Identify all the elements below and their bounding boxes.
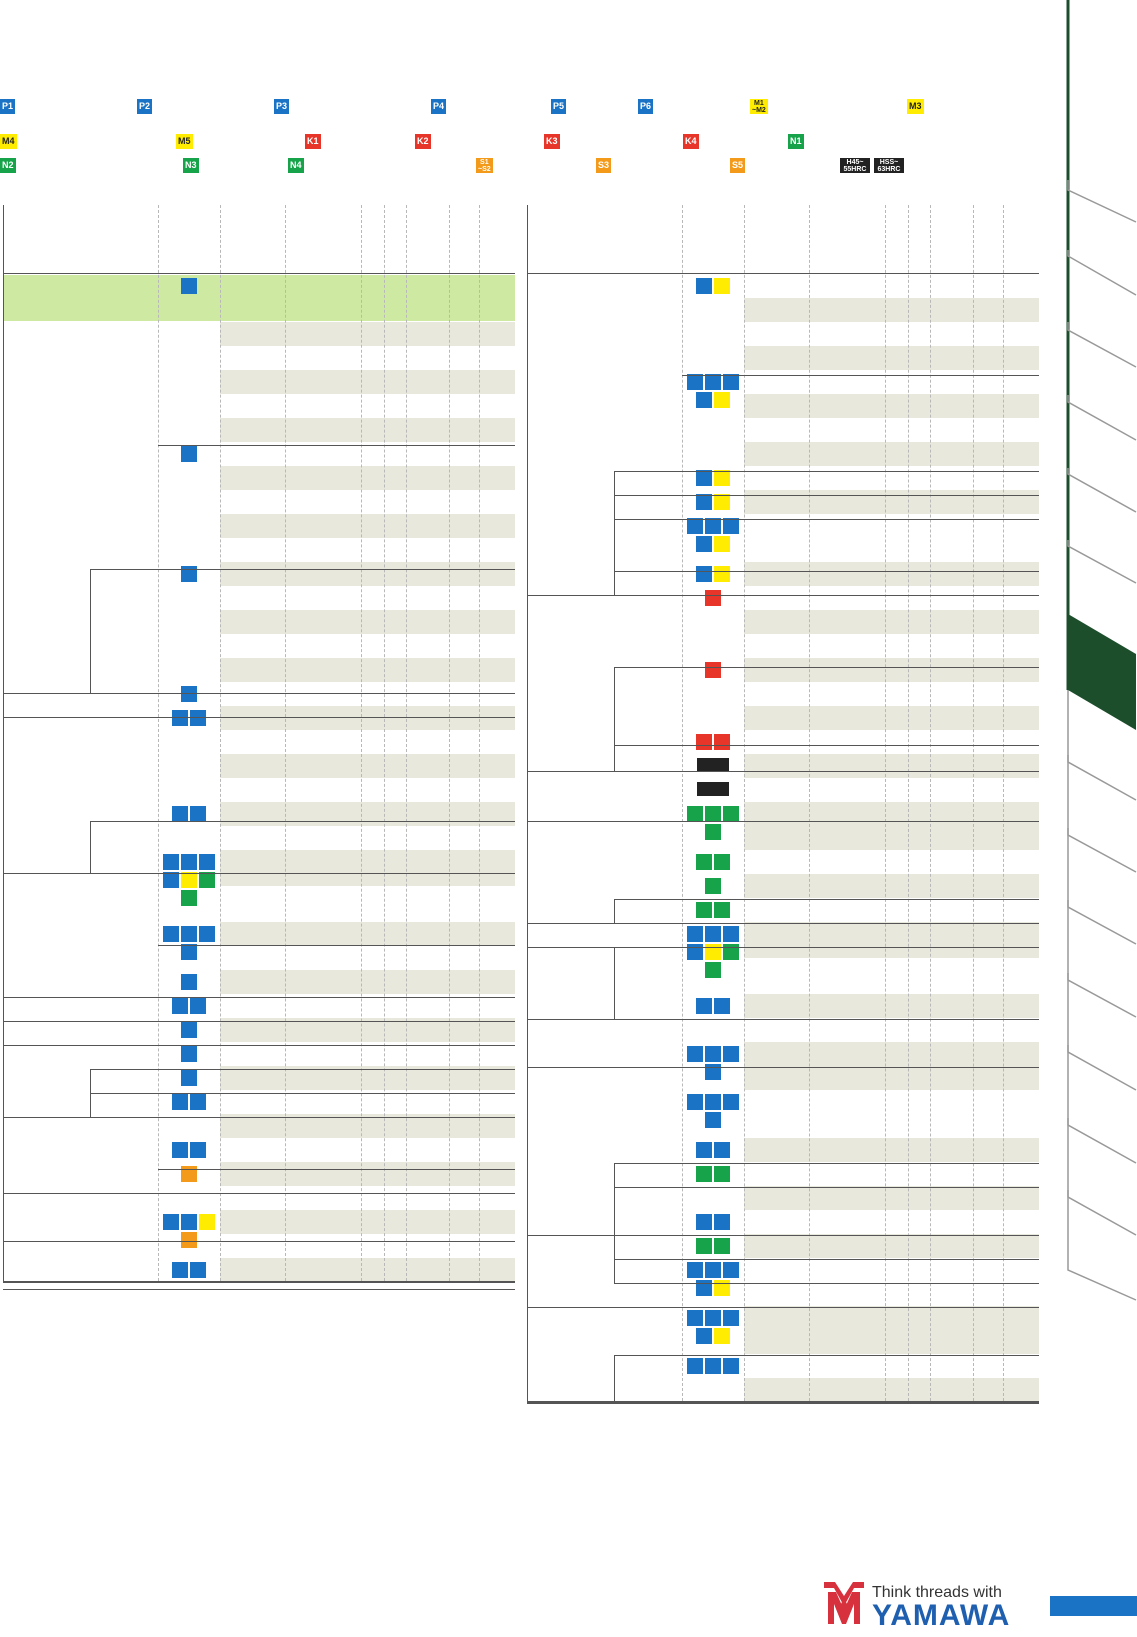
- material-mark-blue: [696, 278, 712, 294]
- subgroup-border: [614, 899, 615, 923]
- group-separator: [3, 693, 515, 694]
- logo-tagline: Think threads with: [872, 1584, 1002, 1601]
- material-mark-blue: [172, 710, 188, 726]
- legend-chip-p5: P5: [551, 99, 566, 114]
- material-mark-blue: [181, 1046, 197, 1062]
- group-separator: [158, 945, 515, 946]
- material-mark-blue: [687, 1310, 703, 1326]
- material-mark-green: [714, 854, 730, 870]
- material-mark-blue: [687, 518, 703, 534]
- group-separator: [90, 1069, 515, 1070]
- group-separator: [3, 997, 515, 998]
- material-mark-blue: [172, 806, 188, 822]
- group-separator: [614, 571, 1039, 572]
- group-separator: [527, 1403, 1039, 1404]
- group-separator: [614, 519, 1039, 520]
- column-divider: [406, 205, 407, 1281]
- group-separator: [614, 1187, 1039, 1188]
- table-left-border: [3, 205, 4, 1281]
- table-row: [220, 369, 515, 394]
- material-mark-red: [705, 662, 721, 678]
- material-mark-orange: [181, 1232, 197, 1248]
- material-mark-yellow: [714, 566, 730, 582]
- table-row: [744, 657, 1039, 682]
- material-mark-blue: [696, 392, 712, 408]
- category-header-band: [4, 275, 515, 321]
- column-divider: [361, 205, 362, 1281]
- logo-brand: YAMAWA: [872, 1599, 1011, 1632]
- legend-chip-m4: M4: [0, 134, 17, 149]
- subgroup-border: [614, 667, 615, 771]
- table-row: [220, 513, 515, 538]
- legend-chip-p2: P2: [137, 99, 152, 114]
- page-number-bar: [1050, 1596, 1137, 1616]
- material-mark-blue: [181, 278, 197, 294]
- material-mark-yellow: [714, 1328, 730, 1344]
- legend-chip-k4: K4: [683, 134, 699, 149]
- table-row: [744, 609, 1039, 634]
- material-mark-blue: [714, 998, 730, 1014]
- group-separator: [158, 1169, 515, 1170]
- material-mark-blue: [723, 1046, 739, 1062]
- material-mark-hardened: [697, 782, 729, 796]
- legend-chip-s3: S3: [596, 158, 611, 173]
- legend-chip-p4: P4: [431, 99, 446, 114]
- material-mark-blue: [190, 1262, 206, 1278]
- material-mark-red: [696, 734, 712, 750]
- legend-chip-m5: M5: [176, 134, 193, 149]
- material-mark-blue: [172, 998, 188, 1014]
- column-divider: [1003, 205, 1004, 1401]
- table-row: [220, 1209, 515, 1234]
- material-mark-green: [687, 806, 703, 822]
- yamawa-logo: [822, 1580, 867, 1626]
- material-mark-blue: [696, 1328, 712, 1344]
- material-mark-yellow: [714, 278, 730, 294]
- material-mark-green: [705, 806, 721, 822]
- material-mark-blue: [723, 518, 739, 534]
- group-separator: [527, 1067, 1039, 1068]
- material-mark-yellow: [181, 872, 197, 888]
- table-row: [220, 1257, 515, 1282]
- material-mark-blue: [705, 1094, 721, 1110]
- table-row: [220, 657, 515, 682]
- material-mark-blue: [696, 536, 712, 552]
- table-row: [220, 969, 515, 994]
- material-mark-green: [714, 902, 730, 918]
- material-mark-blue: [687, 374, 703, 390]
- material-mark-blue: [190, 710, 206, 726]
- column-divider: [220, 205, 221, 1281]
- material-mark-green: [696, 854, 712, 870]
- group-separator: [527, 821, 1039, 822]
- material-mark-blue: [723, 1310, 739, 1326]
- material-mark-blue: [181, 446, 197, 462]
- table-left-border: [527, 205, 528, 1401]
- table-row: [744, 1233, 1039, 1258]
- material-mark-blue: [705, 1310, 721, 1326]
- material-mark-blue: [687, 1262, 703, 1278]
- legend-chip-m1m2: M1 ~M2: [752, 99, 766, 114]
- table-row: [220, 1161, 515, 1186]
- material-mark-yellow: [714, 494, 730, 510]
- group-separator: [158, 445, 515, 446]
- active-tab: [1068, 614, 1136, 730]
- material-mark-green: [181, 890, 197, 906]
- subgroup-border: [90, 569, 91, 693]
- material-mark-green: [199, 872, 215, 888]
- material-mark-blue: [163, 926, 179, 942]
- material-mark-green: [696, 1166, 712, 1182]
- material-mark-blue: [705, 518, 721, 534]
- table-row: [744, 873, 1039, 898]
- material-mark-blue: [714, 1142, 730, 1158]
- column-divider: [285, 205, 286, 1281]
- subgroup-border: [614, 947, 615, 1019]
- material-mark-blue: [714, 1214, 730, 1230]
- group-separator: [90, 821, 515, 822]
- group-separator: [527, 1235, 1039, 1236]
- material-mark-green: [705, 824, 721, 840]
- legend-chip-n2: N2: [0, 158, 16, 173]
- material-mark-blue: [723, 1094, 739, 1110]
- material-mark-blue: [190, 1094, 206, 1110]
- material-mark-blue: [723, 1358, 739, 1374]
- material-mark-blue: [181, 1214, 197, 1230]
- column-divider: [384, 205, 385, 1281]
- material-mark-blue: [181, 944, 197, 960]
- table-row: [744, 1305, 1039, 1354]
- material-mark-blue: [181, 1070, 197, 1086]
- table-row: [220, 849, 515, 886]
- group-separator: [3, 717, 515, 718]
- group-separator: [614, 471, 1039, 472]
- material-mark-blue: [181, 1022, 197, 1038]
- table-row: [744, 753, 1039, 778]
- legend-chip-m3: M3: [907, 99, 924, 114]
- group-separator: [614, 899, 1039, 900]
- material-mark-blue: [696, 470, 712, 486]
- material-mark-green: [705, 962, 721, 978]
- material-mark-yellow: [714, 392, 730, 408]
- material-mark-blue: [696, 1142, 712, 1158]
- group-separator: [3, 1289, 515, 1290]
- material-mark-blue: [199, 926, 215, 942]
- material-mark-yellow: [714, 470, 730, 486]
- table-row: [220, 921, 515, 946]
- column-divider: [158, 205, 159, 1281]
- subgroup-border: [614, 471, 615, 595]
- table-row: [744, 705, 1039, 730]
- side-index-tabs: [1066, 0, 1137, 1637]
- legend-chip-p3: P3: [274, 99, 289, 114]
- group-separator: [614, 745, 1039, 746]
- group-separator: [614, 1259, 1039, 1260]
- table-row: [744, 489, 1039, 514]
- legend-chip-n4: N4: [288, 158, 304, 173]
- material-mark-blue: [696, 494, 712, 510]
- column-divider: [744, 205, 745, 1401]
- material-mark-green: [705, 878, 721, 894]
- group-separator: [3, 1045, 515, 1046]
- group-separator: [527, 923, 1039, 924]
- material-mark-green: [714, 1238, 730, 1254]
- column-divider: [973, 205, 974, 1401]
- material-mark-blue: [687, 926, 703, 942]
- material-mark-hardened: [697, 758, 729, 772]
- material-mark-red: [714, 734, 730, 750]
- legend-chip-s5: S5: [730, 158, 745, 173]
- material-mark-blue: [705, 1262, 721, 1278]
- column-divider: [885, 205, 886, 1401]
- material-mark-blue: [190, 806, 206, 822]
- group-separator: [3, 1193, 515, 1194]
- material-mark-blue: [705, 374, 721, 390]
- material-mark-green: [714, 1166, 730, 1182]
- subgroup-border: [90, 1069, 91, 1117]
- material-mark-blue: [705, 1112, 721, 1128]
- table-row: [220, 609, 515, 634]
- group-separator: [527, 1019, 1039, 1020]
- material-mark-yellow: [714, 536, 730, 552]
- column-divider: [908, 205, 909, 1401]
- material-mark-blue: [723, 374, 739, 390]
- material-mark-blue: [181, 686, 197, 702]
- material-mark-blue: [181, 974, 197, 990]
- material-mark-red: [705, 590, 721, 606]
- group-separator: [682, 375, 1039, 376]
- subgroup-border: [90, 821, 91, 873]
- table-row: [744, 1377, 1039, 1402]
- subgroup-border: [614, 1163, 615, 1283]
- table-row: [220, 561, 515, 586]
- table-row: [220, 801, 515, 826]
- material-mark-blue: [190, 998, 206, 1014]
- legend-chip-hss63hrc: HSS~ 63HRC: [874, 158, 904, 173]
- table-row: [744, 921, 1039, 958]
- material-mark-blue: [172, 1094, 188, 1110]
- table-row: [220, 465, 515, 490]
- table-row: [220, 321, 515, 346]
- group-separator: [3, 1241, 515, 1242]
- group-separator: [527, 771, 1039, 772]
- material-mark-blue: [723, 926, 739, 942]
- legend-chip-k1: K1: [305, 134, 321, 149]
- material-mark-blue: [172, 1142, 188, 1158]
- group-separator: [614, 667, 1039, 668]
- material-mark-blue: [163, 872, 179, 888]
- column-divider: [682, 205, 683, 1401]
- material-mark-blue: [199, 854, 215, 870]
- material-mark-blue: [696, 1214, 712, 1230]
- material-mark-blue: [172, 1262, 188, 1278]
- material-mark-blue: [705, 926, 721, 942]
- group-separator: [527, 947, 1039, 948]
- material-mark-blue: [696, 566, 712, 582]
- material-mark-green: [723, 806, 739, 822]
- group-separator: [90, 1093, 515, 1094]
- column-divider: [930, 205, 931, 1401]
- table-row: [744, 993, 1039, 1018]
- table-row: [744, 561, 1039, 586]
- legend-chip-k3: K3: [544, 134, 560, 149]
- group-separator: [527, 595, 1039, 596]
- table-row: [744, 1185, 1039, 1210]
- material-mark-green: [696, 1238, 712, 1254]
- legend-chip-p6: P6: [638, 99, 653, 114]
- group-separator: [614, 1355, 1039, 1356]
- column-divider: [809, 205, 810, 1401]
- material-mark-blue: [705, 1046, 721, 1062]
- table-row: [744, 801, 1039, 850]
- group-separator: [614, 1283, 1039, 1284]
- group-separator: [527, 1307, 1039, 1308]
- group-separator: [614, 495, 1039, 496]
- table-row: [744, 345, 1039, 370]
- material-mark-blue: [687, 1046, 703, 1062]
- material-mark-blue: [163, 1214, 179, 1230]
- material-mark-blue: [687, 1358, 703, 1374]
- legend-chip-n1: N1: [788, 134, 804, 149]
- material-mark-blue: [723, 1262, 739, 1278]
- material-mark-blue: [705, 1358, 721, 1374]
- legend-chip-h4555hrc: H45~ 55HRC: [840, 158, 870, 173]
- table-row: [744, 1041, 1039, 1090]
- material-mark-blue: [163, 854, 179, 870]
- table-row: [744, 1137, 1039, 1162]
- legend-chip-p1: P1: [0, 99, 15, 114]
- table-bottom-border: [3, 1281, 515, 1283]
- material-mark-blue: [696, 998, 712, 1014]
- table-row: [220, 417, 515, 442]
- material-mark-yellow: [199, 1214, 215, 1230]
- material-mark-blue: [181, 926, 197, 942]
- group-separator: [3, 1021, 515, 1022]
- group-separator: [3, 273, 515, 274]
- column-divider: [449, 205, 450, 1281]
- group-separator: [90, 569, 515, 570]
- table-row: [744, 297, 1039, 322]
- table-row: [744, 441, 1039, 466]
- material-mark-blue: [181, 854, 197, 870]
- group-separator: [614, 1163, 1039, 1164]
- group-separator: [3, 873, 515, 874]
- subgroup-border: [614, 1355, 615, 1403]
- column-divider: [479, 205, 480, 1281]
- legend-chip-k2: K2: [415, 134, 431, 149]
- material-mark-blue: [687, 1094, 703, 1110]
- header-divider: [527, 273, 1039, 274]
- table-row: [744, 393, 1039, 418]
- legend-chip-n3: N3: [183, 158, 199, 173]
- legend-chip-s1s2: S1 ~S2: [478, 158, 491, 173]
- group-separator: [3, 1117, 515, 1118]
- material-mark-green: [696, 902, 712, 918]
- material-mark-blue: [190, 1142, 206, 1158]
- table-row: [220, 753, 515, 778]
